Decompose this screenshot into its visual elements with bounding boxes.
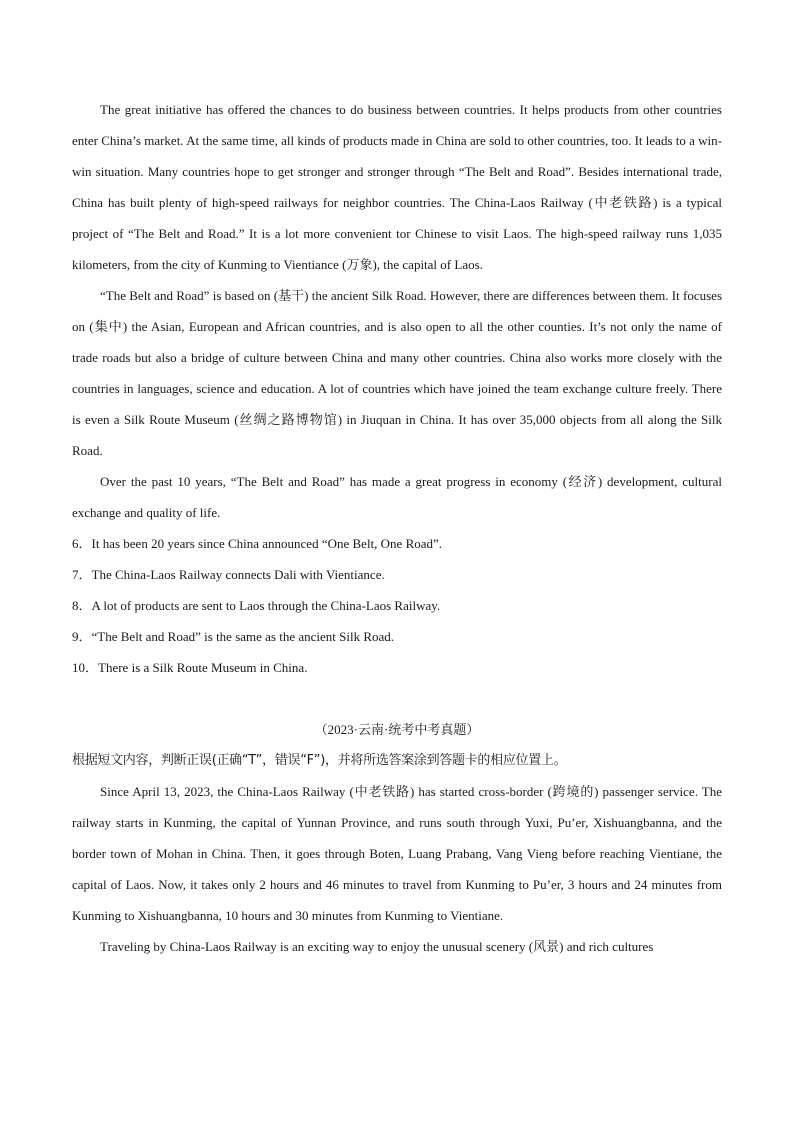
question-item [72, 621, 722, 652]
question-item [72, 652, 722, 683]
question-text: It has been 20 years since China announced “One Belt, One Road”. [91, 536, 443, 551]
instruction-text: 根据短文内容，判断正误(正确“T”，错误“F”)，并将所选答案涂到答题卡的相应位置上。 [72, 753, 567, 768]
exam-source: （2023·云南·统考中考真题） [314, 722, 480, 737]
passage1-paragraph-1: The great initiative has offered the chances to do business between countries. It helps products from other countries enter China’s market. At the same time, all kinds of products made in China are sold to other countries, too. It leads to a win-win situation. Many countries hope to get stronger and stronger through “The Belt and Road”. Besides international trade, China has built plenty of high-speed railways for neighbor countries. The China-Laos Railway (中老铁路) is a typical project of “The Belt and Road.” It is a lot more convenient tor Chinese to visit Laos. The high-speed railway runs 1,035 kilometers, from the city of Kunming to Vientiance (万象), the capital of Laos. [72, 102, 722, 272]
question-item [72, 559, 722, 590]
question-number: 8． [72, 598, 92, 613]
passage1-paragraph-2: “The Belt and Road” is based on (基干) the ancient Silk Road. However, there are differences between them. It focuses on (集中) the Asian, European and African countries, and is also open to all the other counties. It’s not only the name of trade roads but also a bridge of culture between China and many other countries. China also works more closely with the countries in languages, science and education. A lot of countries which have joined the team exchange culture freely. There is even a Silk Route Museum (丝绸之路博物馆) in Jiuquan in China. It has over 35,000 objects from all along the Silk Road. [72, 288, 722, 458]
question-item [72, 590, 722, 621]
question-list [72, 528, 722, 683]
passage1-paragraph-3: Over the past 10 years, “The Belt and Road” has made a great progress in economy (经济) development, cultural exchange and quality of life. [72, 474, 722, 520]
question-text: A lot of products are sent to Laos through the China-Laos Railway. [91, 598, 441, 613]
question-number: 6． [72, 536, 92, 551]
question-text: The China-Laos Railway connects Dali with Vientiance. [91, 567, 385, 582]
question-item [72, 528, 722, 559]
question-number: 10． [72, 660, 99, 675]
document-page [72, 94, 722, 962]
question-number: 7． [72, 567, 92, 582]
passage2-paragraph-2: Traveling by China-Laos Railway is an exciting way to enjoy the unusual scenery (风景) and rich cultures [100, 939, 654, 954]
question-text: “The Belt and Road” is the same as the ancient Silk Road. [91, 629, 395, 644]
section-spacer [72, 683, 722, 714]
passage2-paragraph-1: Since April 13, 2023, the China-Laos Railway (中老铁路) has started cross-border (跨境的) passenger service. The railway starts in Kunming, the capital of Yunnan Province, and runs south through Yuxi, Pu’er, Xishuangbanna, and the border town of Mohan in China. Then, it goes through Boten, Luang Prabang, Vang Vieng before reaching Vientiane, the capital of Laos. Now, it takes only 2 hours and 46 minutes to travel from Kunming to Pu’er, 3 hours and 24 minutes from Kunming to Xishuangbanna, 10 hours and 30 minutes from Kunming to Vientiane. [72, 784, 722, 923]
question-number: 9． [72, 629, 92, 644]
question-text: There is a Silk Route Museum in China. [98, 660, 308, 675]
